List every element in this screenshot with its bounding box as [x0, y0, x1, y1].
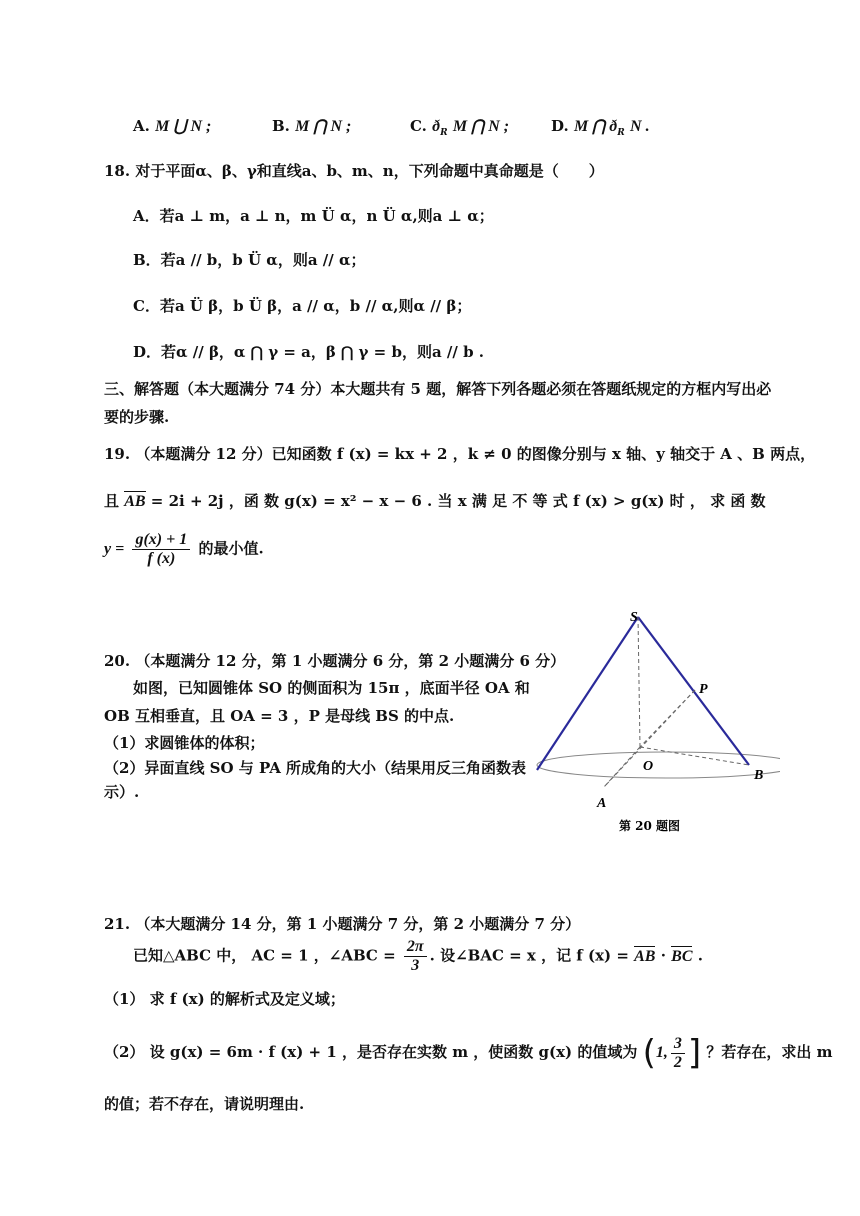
- range-lower: 1,: [655, 1044, 668, 1061]
- fraction-numerator: 2π: [404, 938, 427, 957]
- label-s: S: [630, 610, 638, 625]
- slant-edge-left: [537, 617, 638, 770]
- q18-option-b: B．若a // b，b Ü α，则a // α；: [133, 251, 366, 269]
- q20-part1: （1）求圆锥体的体积；: [104, 734, 265, 752]
- q18-option-a: A．若a ⊥ m，a ⊥ n，m Ü α，n Ü α,则a ⊥ α；: [133, 207, 494, 225]
- vector-ab: AB: [124, 493, 146, 510]
- axis-so: [638, 617, 640, 747]
- q19-text: 的最小值.: [198, 539, 264, 558]
- q21-line2: [133, 938, 703, 975]
- q21-part2-cont: 的值；若不存在，请说明理由.: [104, 1095, 305, 1113]
- q19-text: = 2i + 2j ，函 数 g(x) = x² − x − 6 . 当 x 满 足 不 等 式 f (x) > g(x) 时 ， 求 函 数: [145, 492, 766, 510]
- q20-part2: （2）异面直线 SO 与 PA 所成角的大小（结果用反三角函数表: [104, 759, 527, 777]
- option-expr: M ⋂ N ;: [295, 118, 352, 135]
- vector-ab: AB: [634, 947, 656, 965]
- option-label: C.: [410, 117, 427, 135]
- q21-line1: 21. （本大题满分 14 分，第 1 小题满分 7 分，第 2 小题满分 7 分）: [104, 915, 581, 933]
- option-sub: R: [440, 128, 448, 138]
- section3-heading-line2: 要的步骤.: [104, 408, 170, 426]
- range-right-bracket: ]: [687, 1033, 702, 1073]
- option-label: B.: [272, 117, 290, 135]
- q17-option-b: [272, 116, 351, 136]
- q21-text: （2） 设 g(x) = 6m · f (x) + 1 ，是否存在实数 m ，使函数 g(x) 的值域为: [104, 1043, 638, 1061]
- q19-text: 且: [104, 492, 125, 510]
- label-p: P: [699, 682, 708, 697]
- cone-diagram: [530, 605, 780, 845]
- q20-line3: OB 互相垂直，且 OA = 3 ，P 是母线 BS 的中点.: [104, 707, 455, 725]
- range-fraction: [671, 1035, 685, 1072]
- q18-option-c: C．若a Ü β，b Ü β，a // α，b // α,则α // β；: [133, 297, 472, 315]
- q17-option-c: [410, 116, 509, 138]
- q21-text: ？若存在，求出 m: [706, 1043, 833, 1061]
- q21-part2: [104, 1033, 832, 1073]
- q19-line1: 19. （本题满分 12 分）已知函数 f (x) = kx + 2 ，k ≠ 0 的图像分别与 x 轴、y 轴交于 A 、B 两点，: [104, 445, 816, 463]
- q20-line1: 20. （本题满分 12 分，第 1 小题满分 6 分，第 2 小题满分 6 分）: [104, 652, 566, 670]
- vector-bc: BC: [671, 947, 693, 965]
- fraction-numerator: 3: [671, 1035, 685, 1054]
- section3-heading-line1: 三、解答题（本大题满分 74 分）本大题共有 5 题，解答下列各题必须在答题纸规定的方框内写出必: [104, 380, 772, 398]
- q20-line2: 如图，已知圆锥体 SO 的侧面积为 15π ，底面半径 OA 和: [133, 679, 530, 697]
- q18-stem: 18. 对于平面α、β、γ和直线a、b、m、n，下列命题中真命题是（ ）: [104, 162, 604, 180]
- option-expr: M ⋂ N ;: [452, 118, 510, 135]
- label-b: B: [754, 768, 764, 783]
- option-expr: M ⋂ ð: [573, 118, 618, 135]
- q17-option-d: [551, 116, 650, 138]
- option-label: A.: [133, 117, 150, 135]
- range-left-bracket: (: [642, 1033, 656, 1073]
- fraction-numerator: g(x) + 1: [132, 531, 190, 550]
- option-expr: ð: [432, 118, 441, 135]
- cone-figure: [530, 605, 780, 845]
- q21-text: .: [692, 946, 703, 965]
- fraction-denominator: 2: [673, 1053, 682, 1071]
- segment-po: [640, 690, 695, 747]
- q21-part1: （1） 求 f (x) 的解析式及定义域；: [104, 990, 345, 1008]
- label-a: A: [597, 796, 607, 811]
- option-label: D.: [551, 117, 569, 135]
- dot-operator: ·: [655, 946, 672, 965]
- option-expr: N .: [630, 118, 650, 135]
- q21-fraction: [404, 938, 427, 975]
- q19-line3: [104, 531, 264, 568]
- radius-ob: [640, 747, 749, 765]
- figure-caption: 第 20 题图: [619, 819, 681, 833]
- q18-option-d: D．若α // β，α ⋂ γ = a，β ⋂ γ = b，则a // b .: [133, 343, 485, 361]
- q20-part2-cont: 示）.: [104, 783, 140, 801]
- fraction-denominator: f (x): [147, 550, 176, 567]
- q19-fraction: [132, 531, 190, 568]
- q21-text: . 设∠BAC = x ，记 f (x) =: [429, 946, 635, 965]
- y-lhs: y =: [104, 540, 125, 558]
- q21-text: 已知△ABC 中， AC = 1 ，∠ABC =: [133, 946, 396, 965]
- option-expr: M ⋃ N ;: [155, 118, 212, 135]
- label-o: O: [643, 759, 654, 774]
- option-sub: R: [617, 128, 625, 138]
- q19-line2: [104, 490, 766, 511]
- fraction-denominator: 3: [411, 957, 420, 974]
- q17-option-a: [133, 116, 211, 136]
